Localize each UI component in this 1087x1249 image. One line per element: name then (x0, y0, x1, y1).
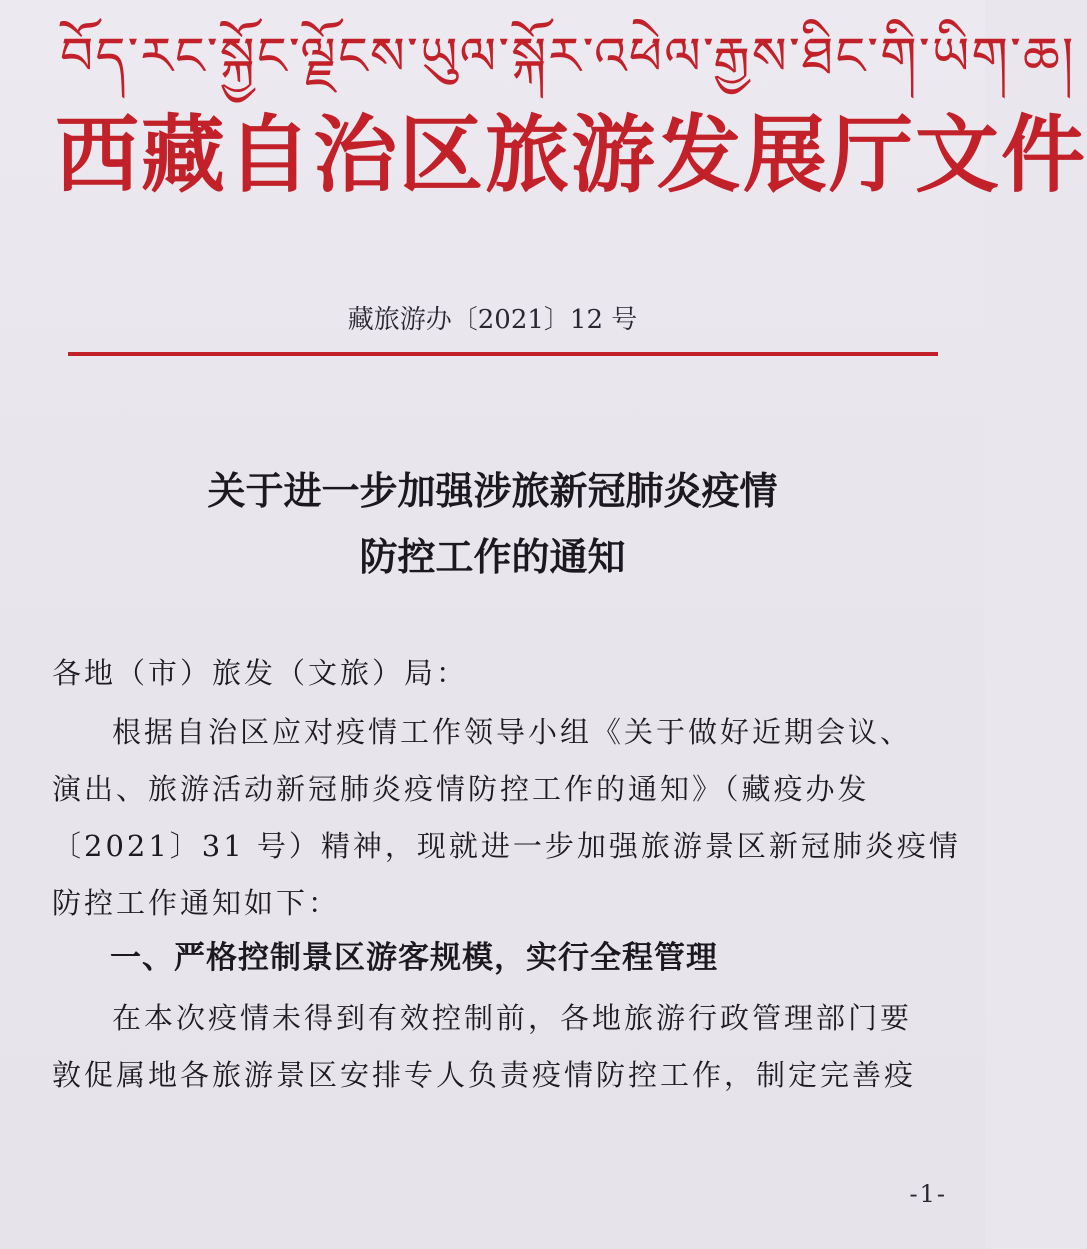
tibetan-org-header: བོད་རང་སྐྱོང་ལྗོངས་ཡུལ་སྐོར་འཕེལ་རྒྱས་ཐིང་གི་ཡིག་ཆ། (60, 27, 1076, 87)
paragraph-2 (52, 990, 947, 1104)
paragraph-line: 根据自治区应对疫情工作领导小组《关于做好近期会议、 (112, 715, 913, 749)
paragraph-line: 防控工作通知如下： (52, 886, 341, 920)
notice-title-line-1: 关于进一步加强涉旅新冠肺炎疫情 (207, 468, 778, 513)
org-title: 西藏自治区旅游发展厅文件 (55, 105, 1087, 204)
paragraph-1 (52, 704, 961, 932)
paragraph-line: 〔2021〕31 号）精神，现就进一步加强旅游景区新冠肺炎疫情 (52, 829, 961, 863)
document-number: 藏旅游办〔2021〕12 号 (347, 305, 638, 335)
notice-title (0, 458, 985, 590)
addressee-text: 各地（市）旅发（文旅）局： (52, 656, 469, 690)
paragraph-line: 敦促属地各旅游景区安排专人负责疫情防控工作，制定完善疫 (52, 1058, 917, 1092)
paragraph-line: 在本次疫情未得到有效控制前，各地旅游行政管理部门要 (112, 1001, 913, 1035)
paragraph-line: 演出、旅游活动新冠肺炎疫情防控工作的通知》（藏疫办发 (52, 772, 870, 806)
page-number: -1- (909, 1180, 947, 1208)
red-divider-line (68, 352, 938, 356)
section-heading-1: 一、严格控制景区游客规模，实行全程管理 (110, 940, 718, 976)
notice-title-line-2: 防控工作的通知 (359, 534, 626, 579)
addressee (52, 645, 947, 702)
